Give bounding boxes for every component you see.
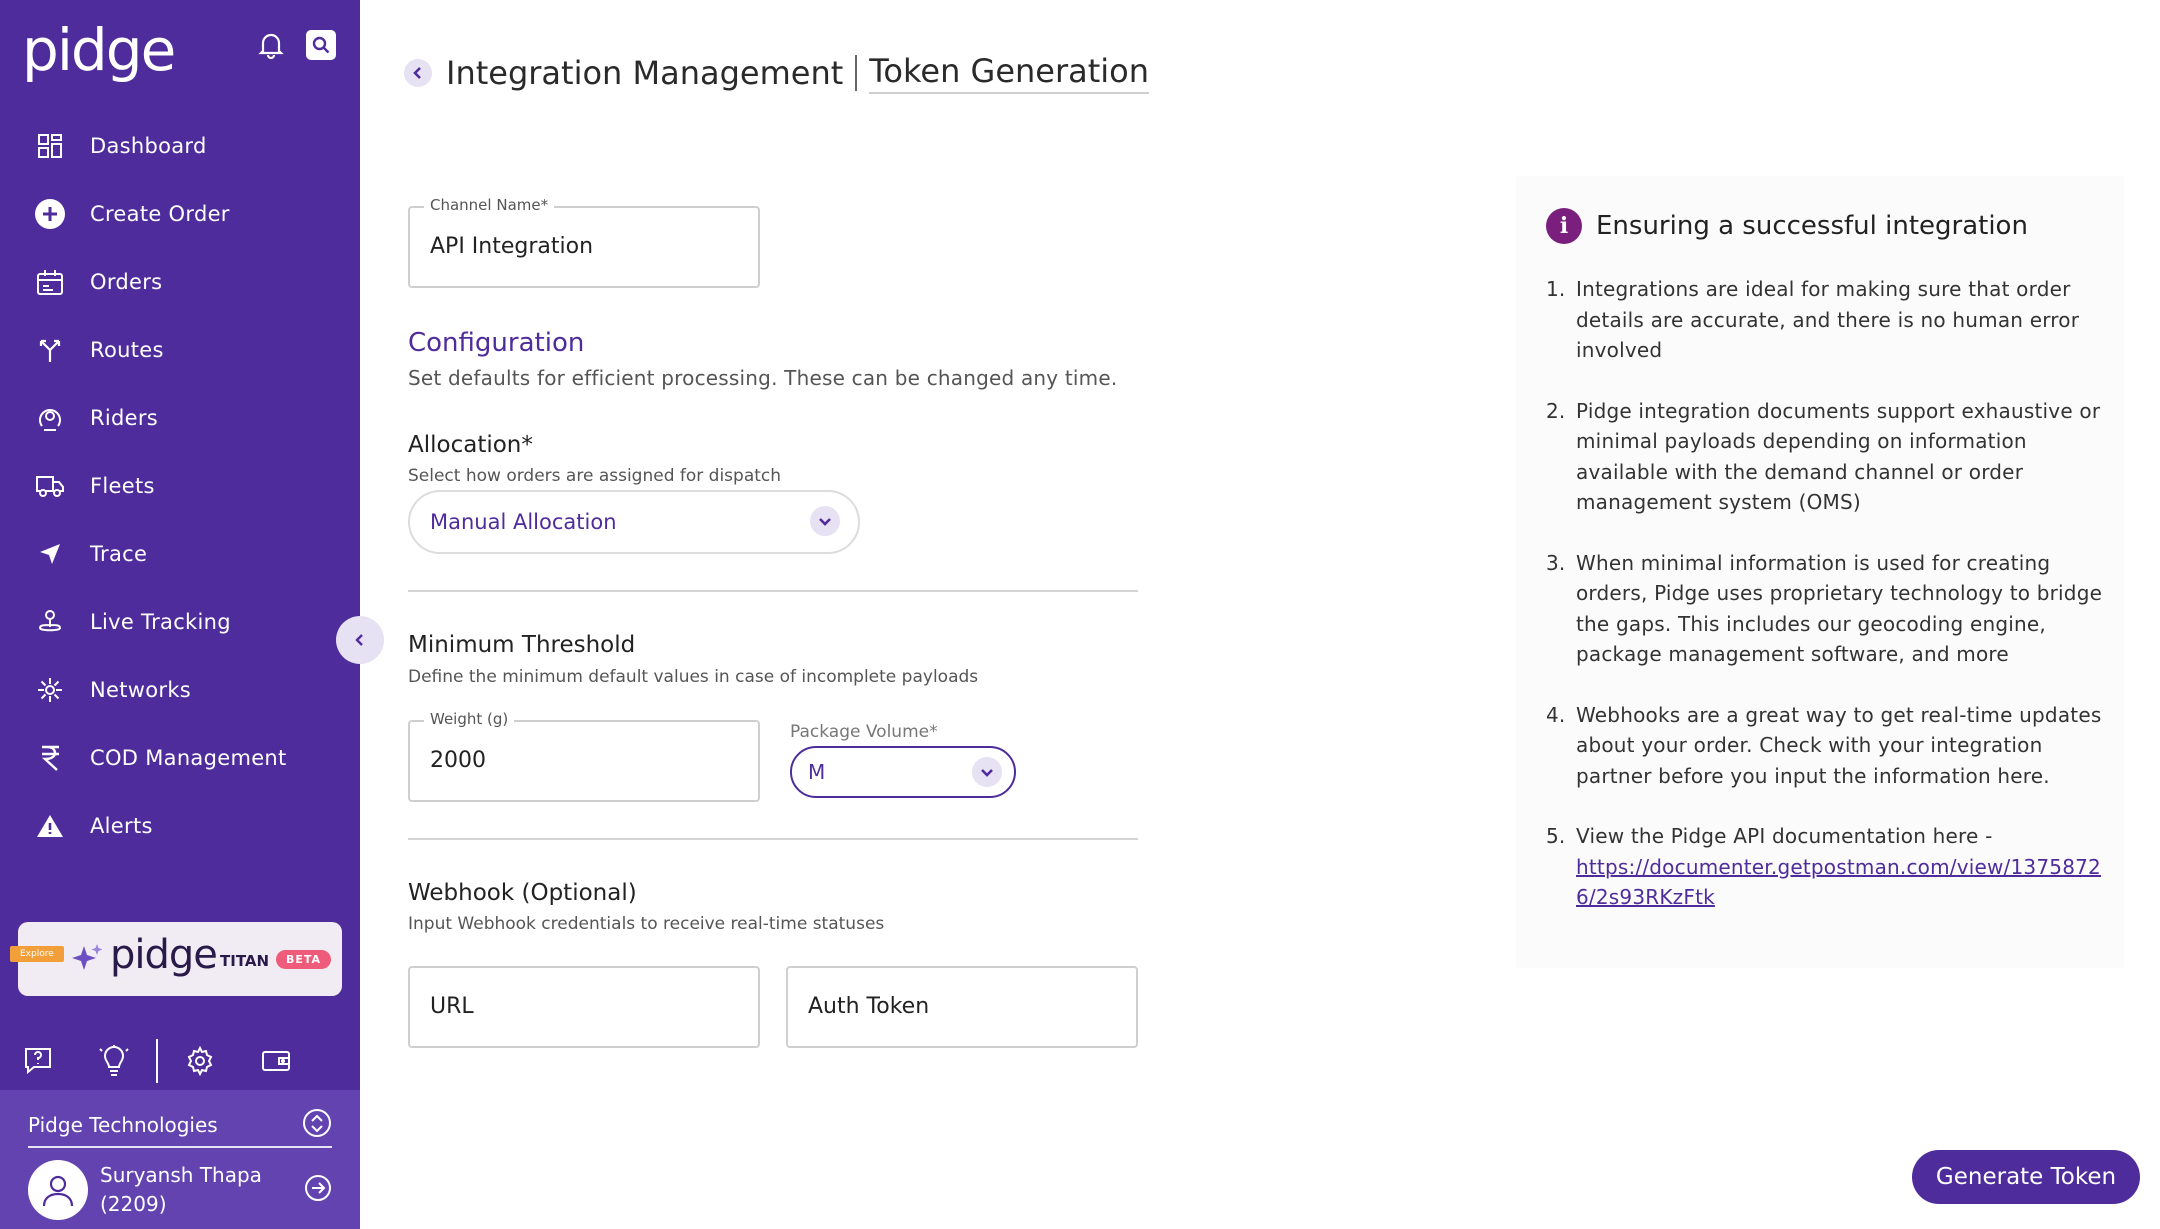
title-separator xyxy=(855,55,857,91)
sidebar-item-cod-management[interactable] xyxy=(0,724,360,792)
configuration-title: Configuration xyxy=(408,328,585,358)
sidebar-item-alerts[interactable] xyxy=(0,792,360,860)
user-info xyxy=(100,1161,262,1219)
integration-info-panel xyxy=(1516,176,2124,968)
doc-text: View the Pidge API documentation here - xyxy=(1576,824,1993,848)
channel-name-label: Channel Name* xyxy=(424,196,554,214)
list-text: Integrations are ideal for making sure that order details are accurate, and there is no human error involved xyxy=(1576,277,2080,362)
divider xyxy=(408,838,1138,840)
list-item xyxy=(1546,274,2106,366)
user-row xyxy=(28,1160,332,1220)
utility-row xyxy=(0,1026,360,1096)
info-list xyxy=(1546,274,2106,943)
weight-value: 2000 xyxy=(430,748,486,773)
sidebar-item-orders[interactable] xyxy=(0,248,360,316)
network-icon xyxy=(34,674,66,706)
org-switcher[interactable] xyxy=(28,1108,332,1142)
info-title: Ensuring a successful integration xyxy=(1596,211,2028,241)
package-volume-label: Package Volume* xyxy=(790,722,938,742)
sidebar-item-label: Networks xyxy=(90,678,192,702)
sidebar-item-trace[interactable] xyxy=(0,520,360,588)
user-name: Suryansh Thapa xyxy=(100,1163,262,1187)
generate-token-button[interactable]: Generate Token xyxy=(1912,1150,2140,1204)
expand-toggle-icon[interactable] xyxy=(302,1108,332,1142)
configuration-desc: Set defaults for efficient processing. These can be changed any time. xyxy=(408,366,1118,390)
page-header xyxy=(404,52,1149,94)
logout-icon[interactable] xyxy=(304,1174,332,1206)
url-placeholder: URL xyxy=(430,994,474,1019)
chevron-down-icon xyxy=(810,506,840,536)
avatar[interactable] xyxy=(28,1160,88,1220)
user-id: (2209) xyxy=(100,1192,167,1216)
threshold-desc: Define the minimum default values in case of incomplete payloads xyxy=(408,667,979,687)
api-docs-link[interactable]: https://documenter.getpostman.com/view/13758726/2s93RKzFtk xyxy=(1576,854,2101,909)
info-header xyxy=(1546,208,2028,244)
list-number: 1. xyxy=(1546,277,1566,301)
sidebar-item-label: Fleets xyxy=(90,474,155,498)
org-name: Pidge Technologies xyxy=(28,1113,218,1137)
list-text: When minimal information is used for creating orders, Pidge uses proprietary technology to bridge the gaps. This includes our geocoding engine, package management software, and more xyxy=(1576,550,2103,666)
sidebar-item-riders[interactable] xyxy=(0,384,360,452)
gear-icon[interactable] xyxy=(162,1046,238,1076)
sidebar-item-label: Create Order xyxy=(90,202,230,226)
pidge-logo[interactable]: pidge xyxy=(22,16,175,84)
titan-logo: pidge xyxy=(110,932,217,978)
list-item xyxy=(1546,700,2106,792)
auth-token-placeholder: Auth Token xyxy=(808,994,930,1019)
allocation-title: Allocation* xyxy=(408,432,533,458)
sidebar-item-live-tracking[interactable] xyxy=(0,588,360,656)
plus-circle-icon xyxy=(34,198,66,230)
help-chat-icon[interactable] xyxy=(0,1046,76,1076)
allocation-select[interactable] xyxy=(408,490,860,554)
sidebar-item-fleets[interactable] xyxy=(0,452,360,520)
chevron-down-icon xyxy=(972,757,1002,787)
list-number: 4. xyxy=(1546,702,1566,727)
pidge-titan-card[interactable] xyxy=(18,922,342,996)
webhook-title: Webhook (Optional) xyxy=(408,880,637,906)
truck-icon xyxy=(34,470,66,502)
url-input[interactable] xyxy=(408,966,760,1048)
package-volume-select[interactable] xyxy=(790,746,1016,798)
live-tracking-icon xyxy=(34,606,66,638)
sidebar-item-label: Dashboard xyxy=(90,134,207,158)
sidebar-item-networks[interactable] xyxy=(0,656,360,724)
channel-name-value: API Integration xyxy=(430,234,594,259)
threshold-title: Minimum Threshold xyxy=(408,632,636,658)
orders-icon xyxy=(34,266,66,298)
sidebar-item-create-order[interactable] xyxy=(0,180,360,248)
webhook-desc: Input Webhook credentials to receive real-time statuses xyxy=(408,914,885,934)
sidebar-nav xyxy=(0,112,360,860)
list-text: Pidge integration documents support exhaustive or minimal payloads depending on information available with the demand channel or order management system (OMS) xyxy=(1576,398,2101,514)
dashboard-icon xyxy=(34,130,66,162)
riders-icon xyxy=(34,402,66,434)
sidebar-item-label: Trace xyxy=(90,542,148,566)
account-divider xyxy=(28,1146,332,1148)
page-title: Integration Management xyxy=(446,54,844,92)
divider xyxy=(156,1039,158,1083)
info-icon: i xyxy=(1546,208,1582,244)
sidebar-item-label: Live Tracking xyxy=(90,610,231,634)
list-number: 3. xyxy=(1546,550,1566,575)
navigation-arrow-icon xyxy=(34,538,66,570)
account-panel xyxy=(0,1090,360,1229)
alert-triangle-icon xyxy=(34,810,66,842)
page-subtitle: Token Generation xyxy=(869,52,1149,94)
titan-word: TITAN xyxy=(220,952,270,970)
auth-token-input[interactable] xyxy=(786,966,1138,1048)
sidebar-item-label: COD Management xyxy=(90,746,287,770)
beta-badge: BETA xyxy=(276,950,331,969)
sidebar-item-label: Orders xyxy=(90,270,163,294)
sidebar-item-routes[interactable] xyxy=(0,316,360,384)
allocation-value: Manual Allocation xyxy=(430,510,617,534)
sidebar-item-label: Routes xyxy=(90,338,164,362)
list-text xyxy=(1576,821,2106,913)
collapse-sidebar-button[interactable] xyxy=(336,616,384,664)
list-item xyxy=(1546,821,2106,913)
allocation-desc: Select how orders are assigned for dispatch xyxy=(408,466,782,486)
wallet-icon[interactable] xyxy=(238,1048,314,1074)
sidebar-item-dashboard[interactable] xyxy=(0,112,360,180)
lightbulb-icon[interactable] xyxy=(76,1045,152,1077)
bell-icon[interactable] xyxy=(256,30,286,60)
sidebar xyxy=(0,0,360,1229)
routes-icon xyxy=(34,334,66,366)
package-volume-value: M xyxy=(808,760,826,784)
rupee-icon xyxy=(34,742,66,774)
list-text: Webhooks are a great way to get real-time updates about your order. Check with your integration partner before you input the information here. xyxy=(1576,702,2102,788)
sparkle-icon xyxy=(70,942,104,980)
weight-label: Weight (g) xyxy=(424,710,514,728)
list-item xyxy=(1546,548,2106,670)
search-icon[interactable] xyxy=(306,30,336,60)
divider xyxy=(408,590,1138,592)
channel-name-field[interactable] xyxy=(408,196,760,288)
back-button[interactable] xyxy=(404,59,432,87)
explore-tag: Explore xyxy=(10,946,64,962)
sidebar-item-label: Riders xyxy=(90,406,159,430)
list-number: 2. xyxy=(1546,398,1566,423)
list-item xyxy=(1546,396,2106,518)
weight-field[interactable] xyxy=(408,710,760,802)
sidebar-item-label: Alerts xyxy=(90,814,153,838)
list-number: 5. xyxy=(1546,824,1566,848)
top-icons xyxy=(256,30,336,60)
